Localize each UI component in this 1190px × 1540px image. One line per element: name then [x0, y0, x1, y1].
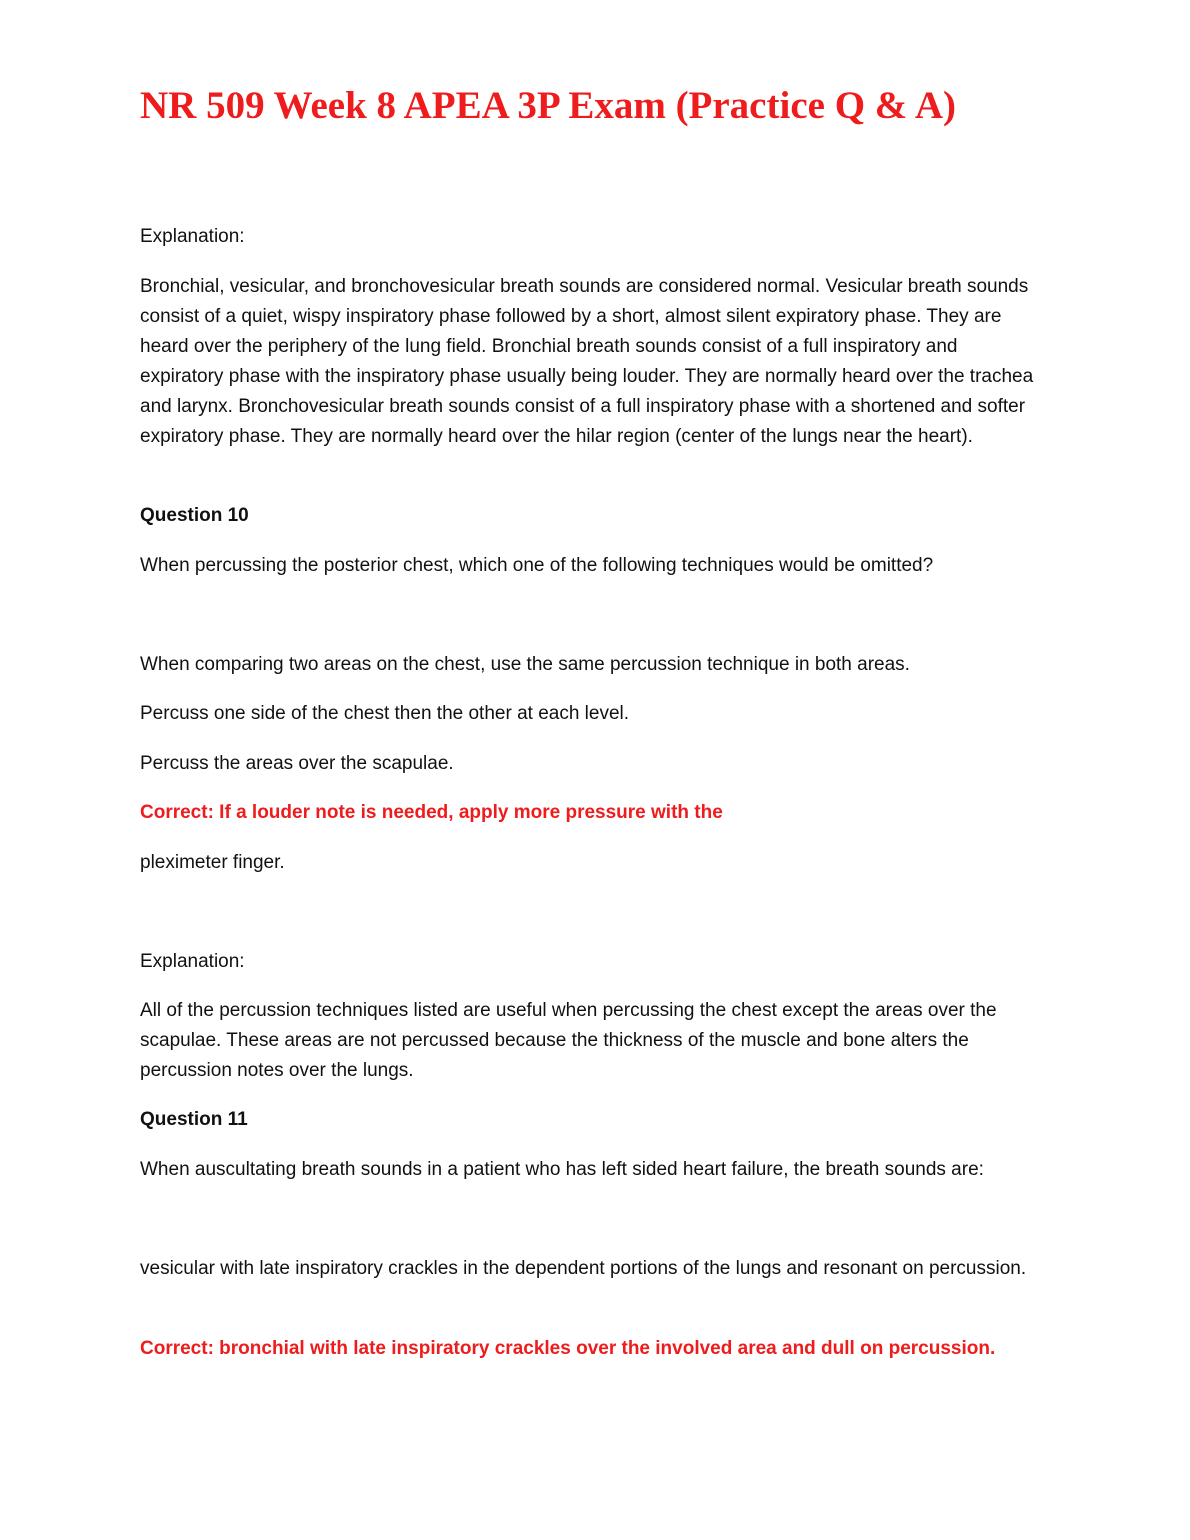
- correct-answer: Correct: bronchial with late inspiratory crackles over the involved area and dull on percussion.: [140, 1338, 996, 1359]
- explanation-label: Explanation:: [140, 951, 245, 972]
- answer-continuation: pleximeter finger.: [140, 852, 285, 873]
- page-title: NR 509 Week 8 APEA 3P Exam (Practice Q & A): [140, 84, 957, 127]
- answer-option: When comparing two areas on the chest, use the same percussion technique in both areas.: [140, 654, 910, 675]
- answer-option: Percuss the areas over the scapulae.: [140, 753, 454, 774]
- question-prompt: When percussing the posterior chest, which one of the following techniques would be omitted?: [140, 555, 934, 576]
- question-prompt: When auscultating breath sounds in a patient who has left sided heart failure, the breath sounds are:: [140, 1159, 984, 1180]
- explanation-label: Explanation:: [140, 226, 245, 247]
- correct-answer: Correct: If a louder note is needed, apply more pressure with the: [140, 802, 723, 823]
- question-heading: Question 11: [140, 1109, 248, 1130]
- explanation-text: Bronchial, vesicular, and bronchovesicular breath sounds are considered normal. Vesicular breath sounds consist of a quiet, wispy inspiratory phase followed by a short, almost silent expiratory phase. They are heard over the periphery of the lung field. Bronchial breath sounds consist of a full inspiratory and expiratory phase with the inspiratory phase usually being louder. They are normally heard over the trachea and larynx. Bronchovesicular breath sounds consist of a full inspiratory phase with a shortened and softer expiratory phase. They are normally heard over the hilar region (center of the lungs near the heart).: [140, 276, 1034, 447]
- question-heading: Question 10: [140, 505, 249, 526]
- answer-option: Percuss one side of the chest then the other at each level.: [140, 703, 630, 724]
- answer-option: vesicular with late inspiratory crackles in the dependent portions of the lungs and resonant on percussion.: [140, 1258, 1027, 1279]
- explanation-text: All of the percussion techniques listed are useful when percussing the chest except the areas over the scapulae. These areas are not percussed because the thickness of the muscle and bone alters the percussion notes over the lungs.: [140, 1000, 997, 1081]
